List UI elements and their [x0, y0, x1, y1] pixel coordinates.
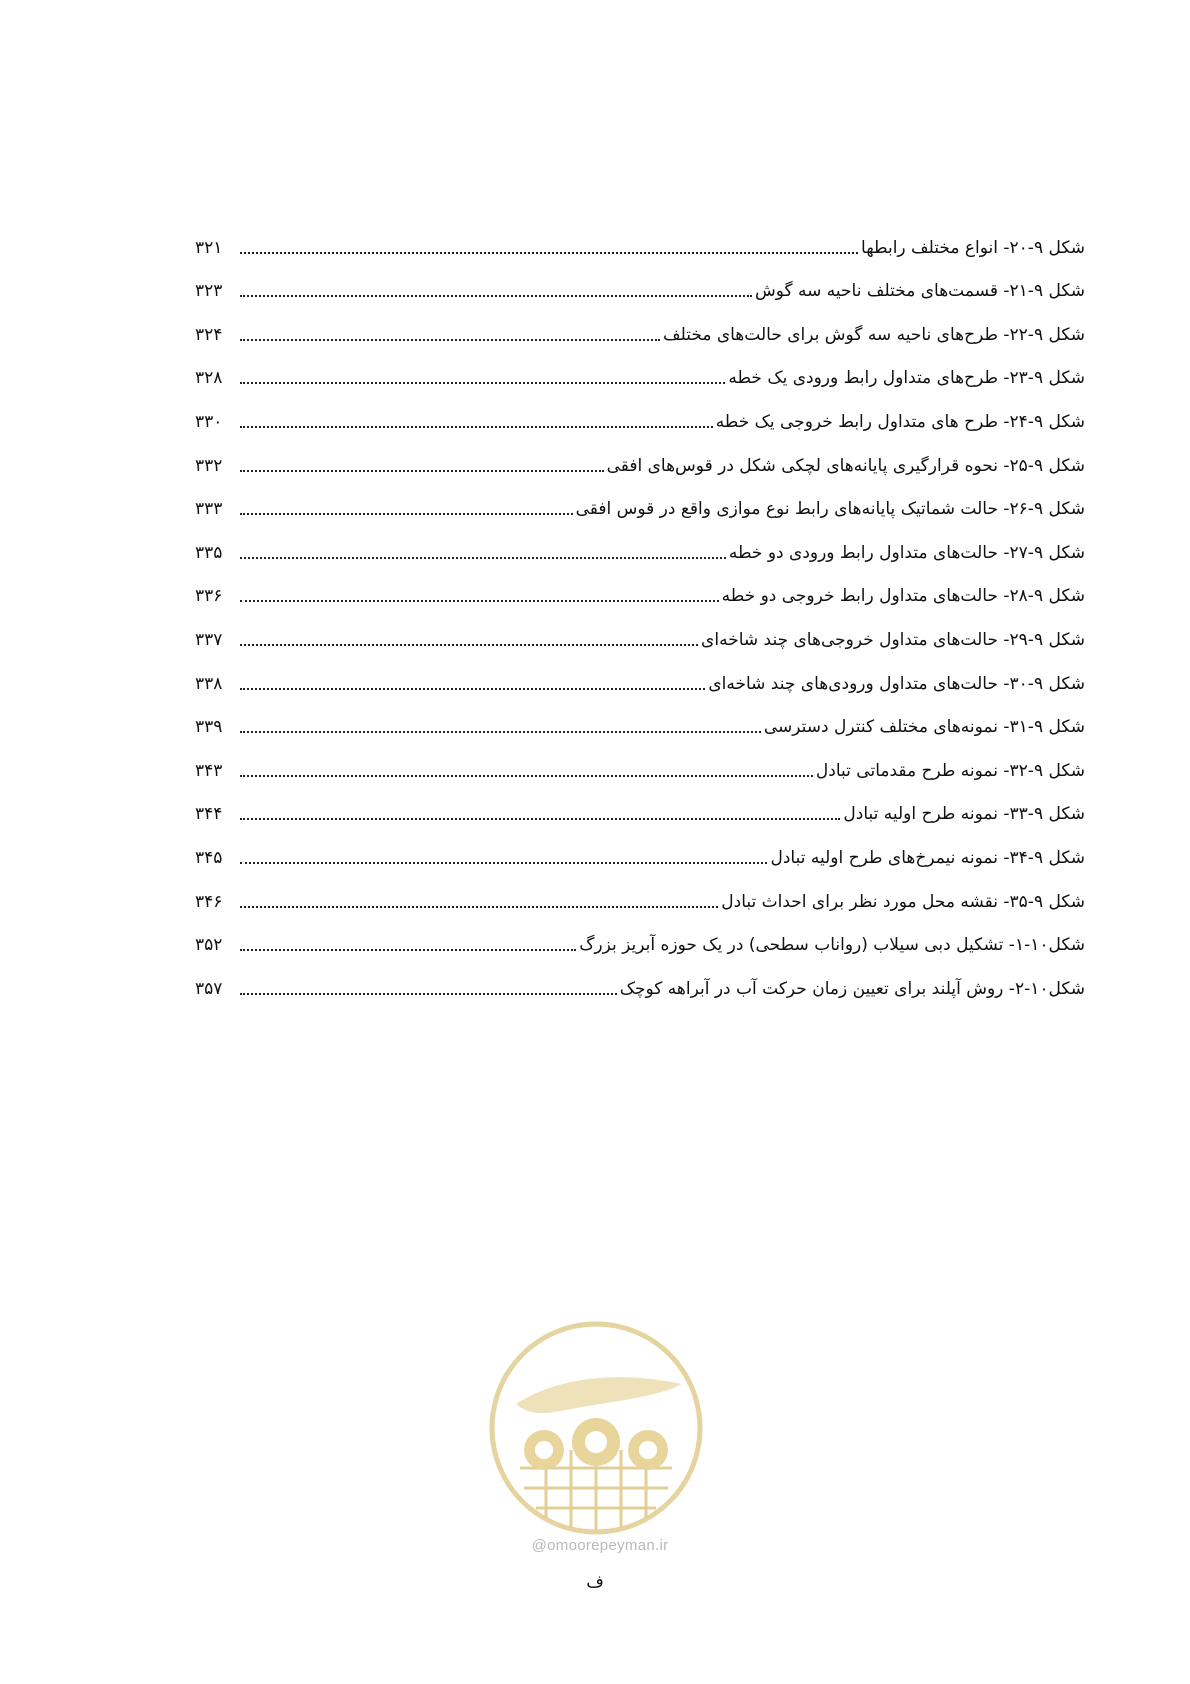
dot-leader: [240, 775, 813, 777]
dot-leader: [240, 600, 719, 602]
toc-entry[interactable]: [195, 738, 1085, 782]
dot-leader: [240, 862, 767, 864]
toc-entry-page: ۳۳۹: [195, 717, 223, 738]
dot-leader: [240, 644, 698, 646]
dot-leader: [240, 688, 705, 690]
toc-entry[interactable]: [195, 259, 1085, 303]
toc-entry-title: شکل ۹-۳۵- نقشه محل مورد نظر برای احداث تبادل: [721, 891, 1085, 912]
dot-leader: [240, 731, 761, 733]
toc-entry-page: ۳۴۳: [195, 760, 223, 781]
toc-entry-page: ۳۲۱: [195, 237, 223, 258]
watermark-url: @omoorepeyman.ir: [531, 1537, 669, 1554]
toc-entry-page: ۳۵۲: [195, 935, 223, 956]
toc-entry-page: ۳۲۸: [195, 368, 223, 389]
toc-entry[interactable]: [195, 956, 1085, 1000]
toc-entry[interactable]: [195, 477, 1085, 521]
toc-entry-page: ۳۳۷: [195, 629, 223, 650]
toc-entry[interactable]: [195, 913, 1085, 957]
logo-calligraphy-mark: [516, 1377, 682, 1413]
dot-leader: [240, 470, 604, 472]
dot-leader: [240, 382, 725, 384]
toc-entry-title: شکل ۹-۲۷- حالت‌های متداول رابط ورودی دو خطه: [728, 542, 1085, 563]
toc-entry-title: شکل ۹-۲۹- حالت‌های متداول خروجی‌های چند شاخه‌ای: [701, 629, 1085, 650]
toc-entry-title: شکل ۹-۲۵- نحوه قرارگیری پایانه‌های لچکی شکل در قوس‌های افقی: [606, 455, 1085, 476]
toc-entry-page: ۳۴۶: [195, 891, 223, 912]
toc-entry-title: شکل ۹-۳۴- نمونه نیمرخ‌های طرح اولیه تبادل: [770, 847, 1085, 868]
toc-entry-title: شکل ۹-۲۲- طرح‌های ناحیه سه گوش برای حالت‌های مختلف: [662, 324, 1085, 345]
toc-entry[interactable]: [195, 433, 1085, 477]
toc-entry-page: ۳۳۰: [195, 411, 223, 432]
toc-entry-page: ۳۲۳: [195, 281, 223, 302]
toc-entry-title: شکل ۹-۳۰- حالت‌های متداول ورودی‌های چند شاخه‌ای: [708, 673, 1085, 694]
toc-entry[interactable]: [195, 651, 1085, 695]
dot-leader: [240, 906, 718, 908]
dot-leader: [240, 993, 617, 995]
toc-entry[interactable]: [195, 607, 1085, 651]
toc-entry[interactable]: [195, 695, 1085, 739]
toc-entry[interactable]: [195, 520, 1085, 564]
toc-entry-title: شکل ۹-۲۱- قسمت‌های مختلف ناحیه سه گوش: [755, 281, 1085, 302]
toc-entry-title: شکل ۹-۳۳- نمونه طرح اولیه تبادل: [843, 804, 1085, 825]
toc-entry-page: ۳۲۴: [195, 324, 223, 345]
toc-entry[interactable]: [195, 564, 1085, 608]
toc-entry-title: شکل ۹-۳۱- نمونه‌های مختلف کنترل دسترسی: [763, 717, 1085, 738]
toc-entry[interactable]: [195, 782, 1085, 826]
dot-leader: [240, 339, 660, 341]
watermark-logo: [486, 1318, 706, 1538]
page-number: ف: [586, 1572, 604, 1592]
toc-entry-title: شکل۱۰-۱- تشکیل دبی سیلاب (رواناب سطحی) در یک حوزه آبریز بزرگ: [579, 935, 1085, 956]
toc-entry[interactable]: [195, 346, 1085, 390]
toc-entry[interactable]: [195, 215, 1085, 259]
toc-entry-title: شکل ۹-۲۸- حالت‌های متداول رابط خروجی دو خطه: [721, 586, 1085, 607]
toc-entry-page: ۳۵۷: [195, 978, 223, 999]
toc-entry[interactable]: [195, 825, 1085, 869]
dot-leader: [240, 818, 840, 820]
toc-entry-title: شکل ۹-۲۳- طرح‌های متداول رابط ورودی یک خطه: [728, 368, 1085, 389]
dot-leader: [240, 426, 713, 428]
toc-entry-page: ۳۳۶: [195, 586, 223, 607]
dot-leader: [240, 252, 858, 254]
dot-leader: [240, 295, 752, 297]
toc-entry[interactable]: [195, 302, 1085, 346]
toc-entry-page: ۳۴۴: [195, 804, 223, 825]
toc-entry-title: شکل ۹-۳۲- نمونه طرح مقدماتی تبادل: [815, 760, 1085, 781]
toc-entry-title: شکل ۹-۲۴- طرح های متداول رابط خروجی یک خطه: [715, 411, 1085, 432]
toc-entry-page: ۳۴۵: [195, 847, 223, 868]
toc-entry-title: شکل ۹-۲۰- انواع مختلف رابطها: [861, 237, 1085, 258]
toc-entry-page: ۳۳۵: [195, 542, 223, 563]
dot-leader: [240, 949, 576, 951]
toc-entry-page: ۳۳۲: [195, 455, 223, 476]
toc-entry-title: شکل۱۰-۲- روش آپلند برای تعیین زمان حرکت آب در آبراهه کوچک: [619, 978, 1085, 999]
toc-entry-page: ۳۳۸: [195, 673, 223, 694]
dot-leader: [240, 513, 573, 515]
dot-leader: [240, 557, 726, 559]
figure-list: [195, 215, 1085, 1000]
toc-entry[interactable]: [195, 389, 1085, 433]
toc-entry-title: شکل ۹-۲۶- حالت شماتیک پایانه‌های رابط نوع موازی واقع در قوس افقی: [575, 499, 1085, 520]
toc-entry-page: ۳۳۳: [195, 499, 223, 520]
toc-entry[interactable]: [195, 869, 1085, 913]
